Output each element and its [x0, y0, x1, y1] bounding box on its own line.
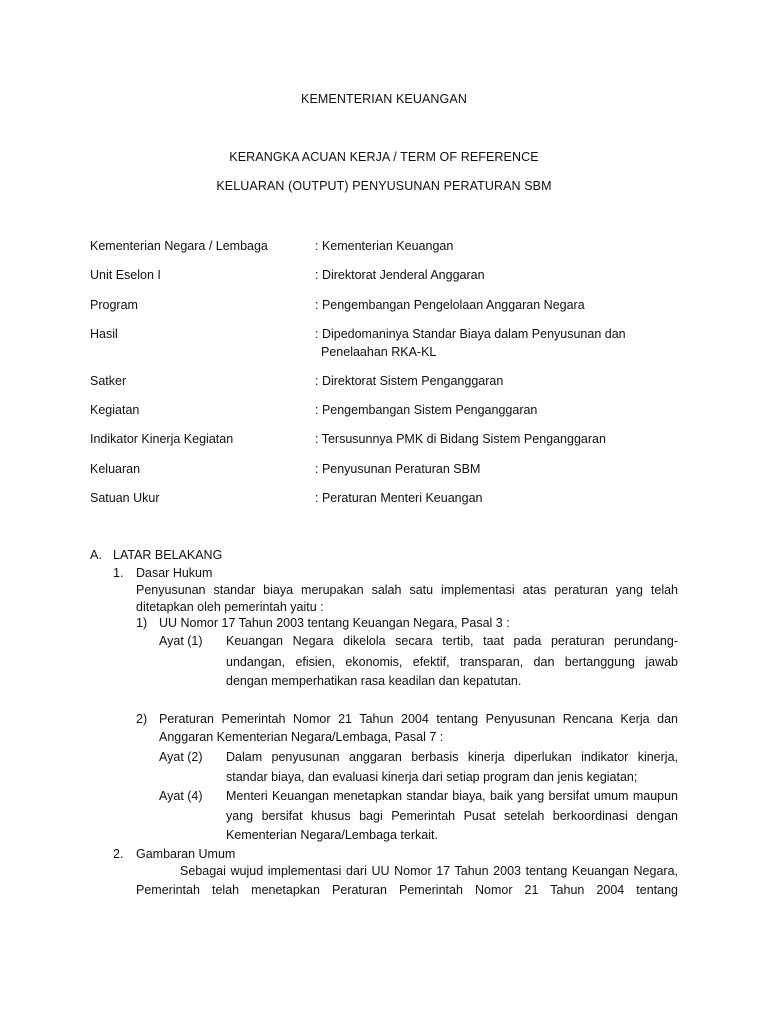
section-title: LATAR BELAKANG — [113, 548, 223, 562]
identity-label: Kegiatan — [90, 403, 140, 417]
identity-value: : Kementerian Keuangan — [315, 239, 454, 253]
identity-value: : Peraturan Menteri Keuangan — [315, 491, 483, 505]
document-subtitle: KELUARAN (OUTPUT) PENYUSUNAN PERATURAN SBM — [216, 179, 552, 193]
item-title: Gambaran Umum — [136, 847, 236, 861]
item-marker: 2. — [113, 847, 124, 861]
paragraph-line: Pemerintah telah menetapkan Peraturan Pemerintah Nomor 21 Tahun 2004 tentang — [136, 883, 678, 897]
paragraph-line: Sebagai wujud implementasi dari UU Nomor 17 Tahun 2003 tentang Keuangan Negara, — [180, 864, 678, 878]
section-marker: A. — [90, 548, 102, 562]
identity-value: : Tersusunnya PMK di Bidang Sistem Penganggaran — [315, 432, 606, 446]
identity-label: Unit Eselon I — [90, 268, 161, 282]
identity-label: Hasil — [90, 327, 118, 341]
identity-value: : Direktorat Jenderal Anggaran — [315, 268, 485, 282]
ayat-label: Ayat (4) — [159, 789, 203, 803]
ayat-label: Ayat (2) — [159, 750, 203, 764]
identity-label: Indikator Kinerja Kegiatan — [90, 432, 234, 446]
ayat-line: dengan memperhatikan rasa keadilan dan kepatutan. — [226, 674, 522, 688]
list-marker: 1) — [136, 616, 148, 630]
ayat-line: Dalam penyusunan anggaran berbasis kinerja diperlukan indikator kinerja, — [226, 750, 678, 764]
item-marker: 1. — [113, 566, 124, 580]
law-reference-continuation: Anggaran Kementerian Negara/Lembaga, Pasal 7 : — [159, 730, 444, 744]
identity-value: : Penyusunan Peraturan SBM — [315, 462, 481, 476]
ayat-line: Menteri Keuangan menetapkan standar biaya, baik yang bersifat umum maupun — [226, 789, 678, 803]
document-title: KERANGKA ACUAN KERJA / TERM OF REFERENCE — [229, 150, 539, 164]
ayat-line: undangan, efisien, ekonomis, efektif, transparan, dan bertanggung jawab — [226, 655, 678, 669]
identity-value-continuation: Penelaahan RKA-KL — [321, 345, 437, 359]
paragraph-line: Penyusunan standar biaya merupakan salah satu implementasi atas peraturan yang telah — [136, 583, 678, 597]
item-title: Dasar Hukum — [136, 566, 213, 580]
identity-label: Program — [90, 298, 138, 312]
identity-label: Keluaran — [90, 462, 141, 476]
law-reference: Peraturan Pemerintah Nomor 21 Tahun 2004 tentang Penyusunan Rencana Kerja dan — [159, 712, 678, 726]
ayat-label: Ayat (1) — [159, 634, 203, 648]
identity-value: : Direktorat Sistem Penganggaran — [315, 374, 504, 388]
identity-label: Kementerian Negara / Lembaga — [90, 239, 268, 253]
identity-value: : Dipedomaninya Standar Biaya dalam Penyusunan dan — [315, 327, 626, 341]
list-marker: 2) — [136, 712, 148, 726]
identity-value: : Pengembangan Sistem Penganggaran — [315, 403, 538, 417]
law-reference: UU Nomor 17 Tahun 2003 tentang Keuangan Negara, Pasal 3 : — [159, 616, 510, 630]
paragraph-line: ditetapkan oleh pemerintah yaitu : — [136, 600, 324, 614]
ministry-heading: KEMENTERIAN KEUANGAN — [301, 92, 467, 106]
ayat-line: Keuangan Negara dikelola secara tertib, taat pada peraturan perundang- — [226, 634, 678, 648]
ayat-line: Kementerian Negara/Lembaga terkait. — [226, 828, 438, 842]
identity-value: : Pengembangan Pengelolaan Anggaran Negara — [315, 298, 585, 312]
identity-label: Satuan Ukur — [90, 491, 160, 505]
identity-label: Satker — [90, 374, 127, 388]
ayat-line: standar biaya, dan evaluasi kinerja dari setiap program dan jenis kegiatan; — [226, 770, 638, 784]
ayat-line: yang bersifat khusus bagi Pemerintah Pusat setelah berkoordinasi dengan — [226, 809, 678, 823]
